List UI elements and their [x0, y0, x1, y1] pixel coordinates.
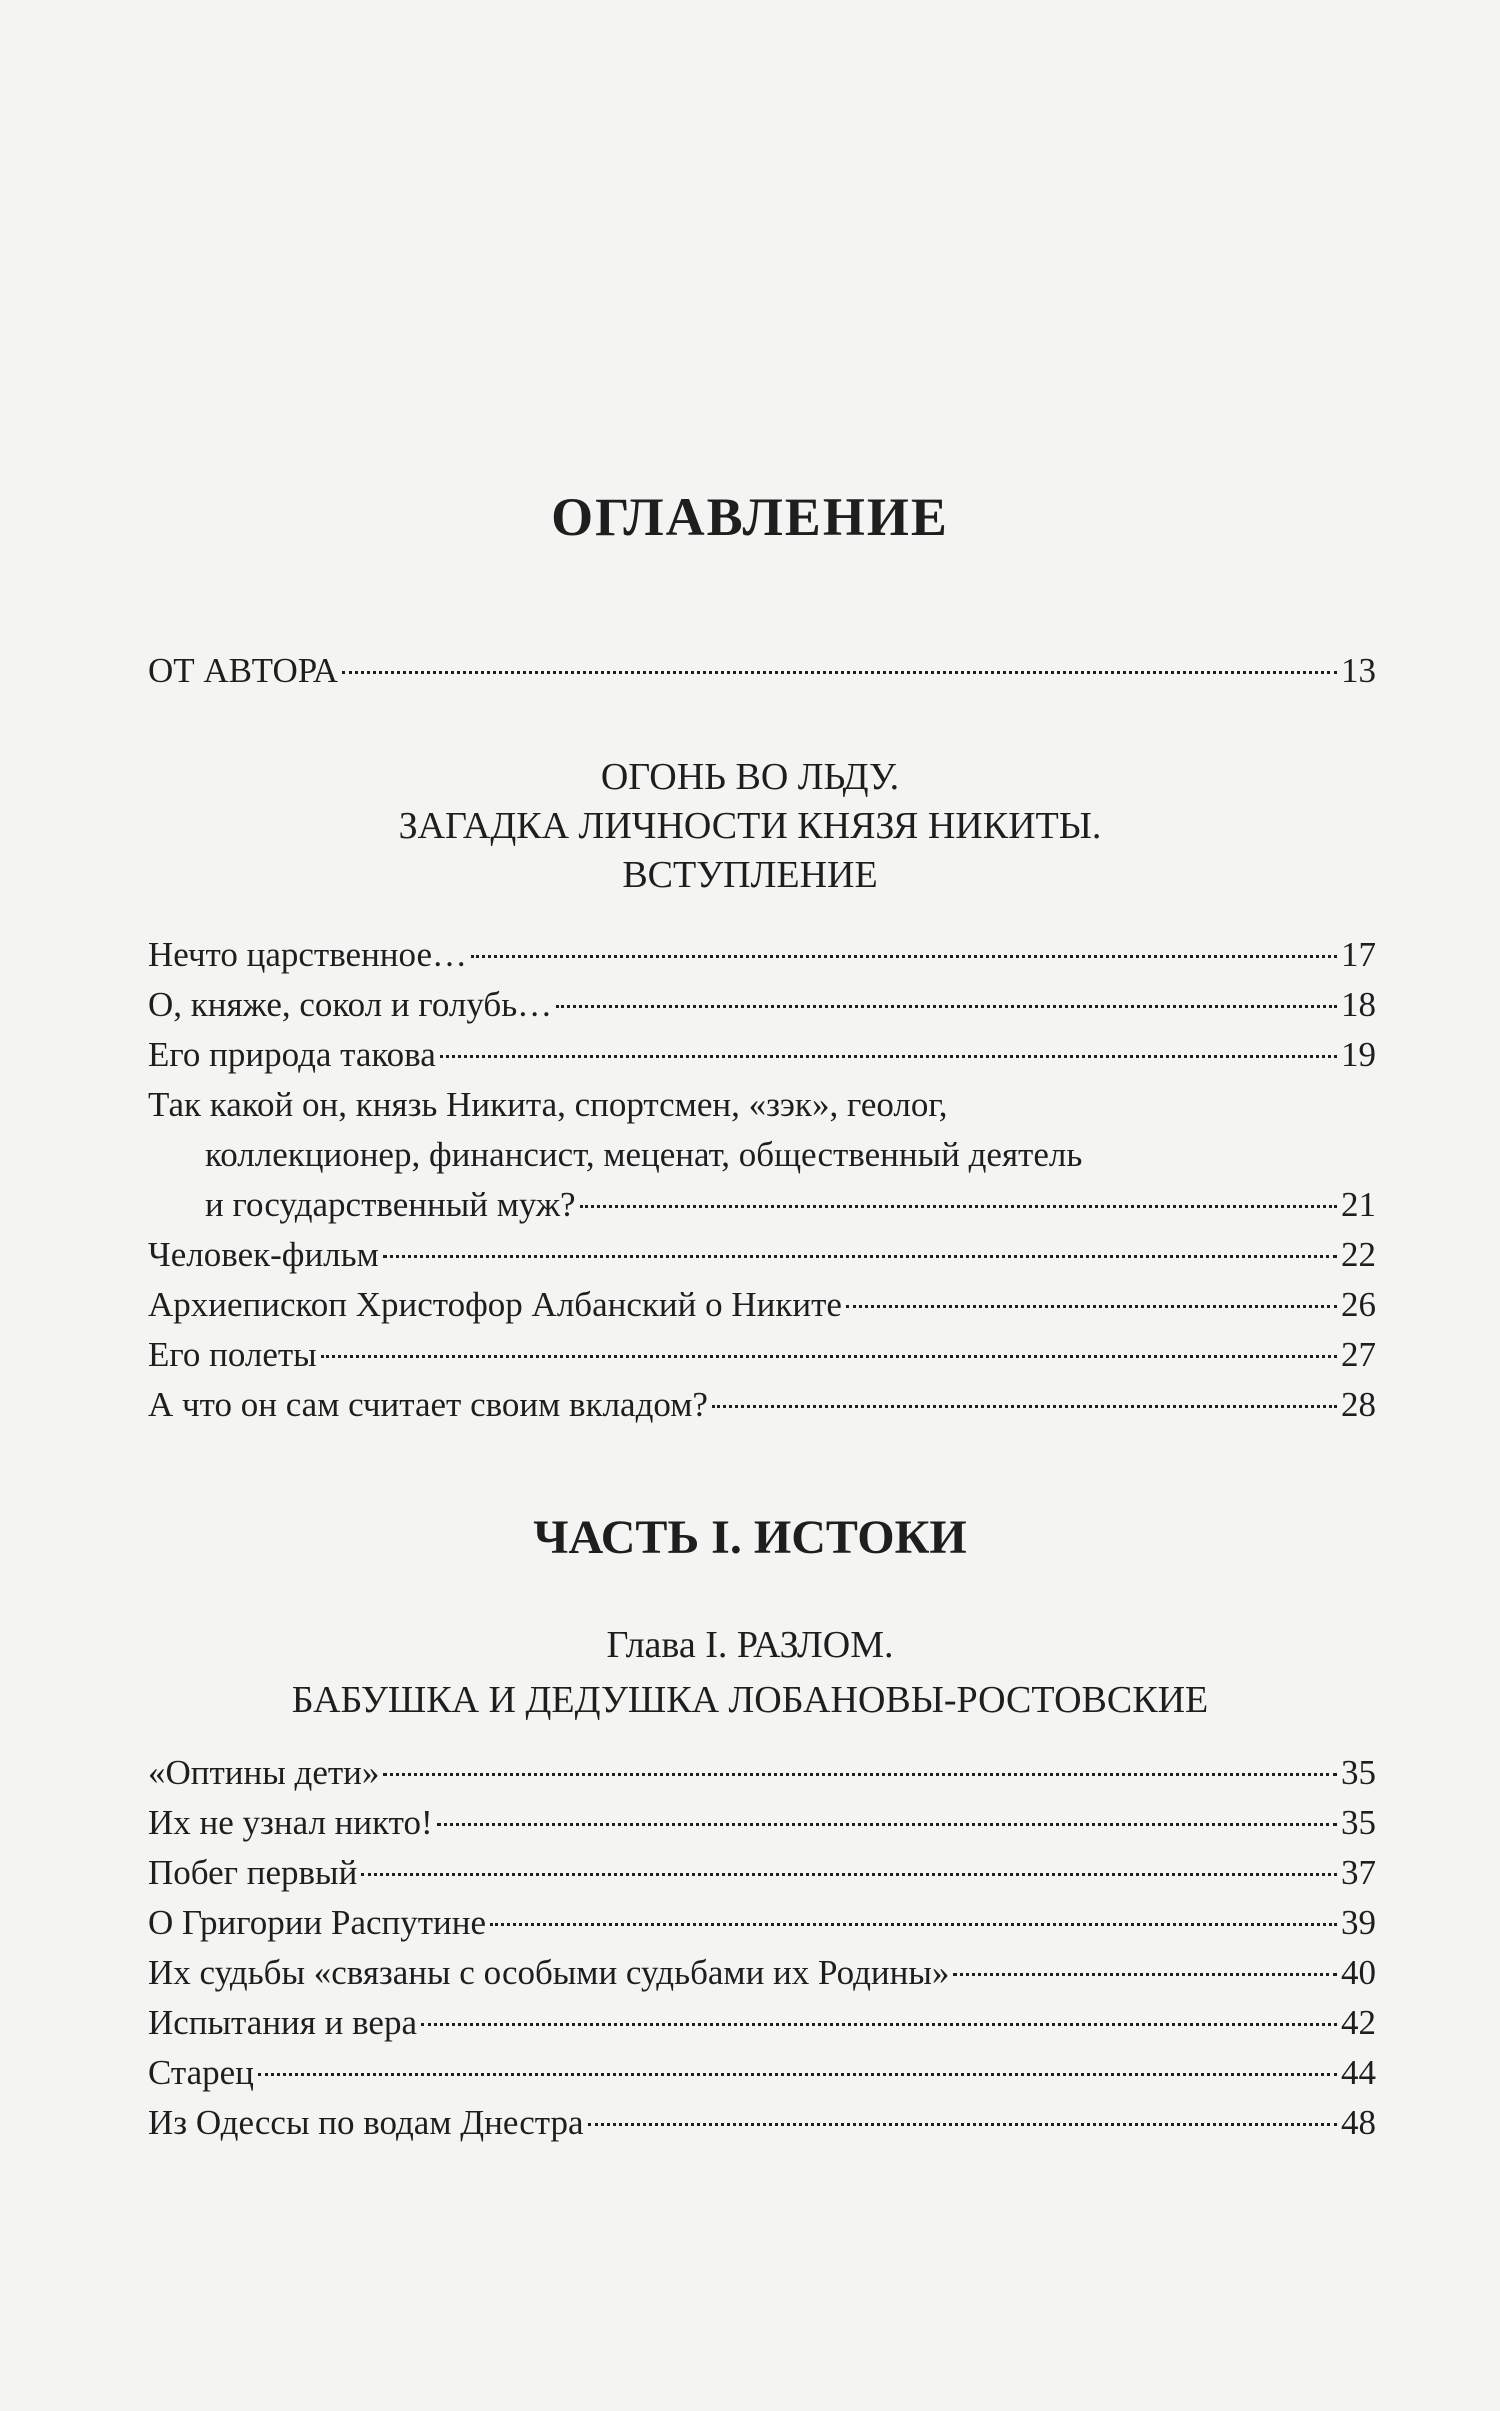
toc-entry-page: 42	[1341, 2003, 1376, 2042]
page-title: ОГЛАВЛЕНИЕ	[551, 487, 949, 547]
toc-entry-title-line3: и государственный муж?	[205, 1185, 576, 1224]
toc-entry-title: Его природа такова	[148, 1035, 436, 1074]
toc-entry[interactable]	[148, 1898, 1376, 1948]
toc-entry[interactable]	[148, 930, 1376, 980]
dot-leader	[258, 2073, 1337, 2076]
section-heading-line2: ЗАГАДКА ЛИЧНОСТИ КНЯЗЯ НИКИТЫ.	[398, 805, 1102, 847]
toc-entry-title: Архиепископ Христофор Албанский о Никите	[148, 1285, 842, 1324]
toc-entry-page: 26	[1341, 1285, 1376, 1324]
dot-leader	[383, 1255, 1337, 1258]
toc-entry-page: 17	[1341, 935, 1376, 974]
toc-entry[interactable]	[148, 2048, 1376, 2098]
toc-entry-title: Их судьбы «связаны с особыми судьбами их Родины»	[148, 1953, 950, 1992]
toc-entry[interactable]	[148, 1748, 1376, 1798]
toc-entry-page: 35	[1341, 1753, 1376, 1792]
section-heading-line3: ВСТУПЛЕНИЕ	[622, 854, 878, 896]
toc-entry-title: ОТ АВТОРА	[148, 651, 339, 690]
toc-entry-page: 19	[1341, 1035, 1376, 1074]
toc-entry-page: 39	[1341, 1903, 1376, 1942]
toc-entry-page: 27	[1341, 1335, 1376, 1374]
toc-entry-title: Нечто царственное…	[148, 935, 467, 974]
chapter-heading-line1: Глава I. РАЗЛОМ.	[606, 1624, 894, 1666]
section-heading-line1: ОГОНЬ ВО ЛЬДУ.	[600, 756, 900, 798]
toc-entry-page: 44	[1341, 2053, 1376, 2092]
toc-entry-title: Испытания и вера	[148, 2003, 417, 2042]
toc-entry-page: 37	[1341, 1853, 1376, 1892]
toc-entry[interactable]	[148, 1380, 1376, 1430]
dot-leader	[490, 1923, 1337, 1926]
chapter-heading-line2: БАБУШКА И ДЕДУШКА ЛОБАНОВЫ-РОСТОВСКИЕ	[291, 1679, 1209, 1721]
dot-leader	[342, 671, 1337, 674]
part-heading: ЧАСТЬ I. ИСТОКИ	[533, 1511, 967, 1564]
dot-leader	[440, 1055, 1337, 1058]
dot-leader	[437, 1823, 1337, 1826]
toc-entry-page: 28	[1341, 1385, 1376, 1424]
dot-leader	[953, 1973, 1337, 1976]
toc-entry[interactable]	[148, 980, 1376, 1030]
toc-entry[interactable]	[148, 1948, 1376, 1998]
toc-entry-multiline[interactable]	[148, 1080, 1376, 1230]
dot-leader	[712, 1405, 1337, 1408]
toc-entry-page: 21	[1341, 1185, 1376, 1224]
dot-leader	[361, 1873, 1337, 1876]
toc-entry[interactable]	[148, 2098, 1376, 2148]
toc-entry-title: А что он сам считает своим вкладом?	[148, 1385, 708, 1424]
toc-entry-page: 48	[1341, 2103, 1376, 2142]
toc-entry[interactable]	[148, 1848, 1376, 1898]
toc-entry[interactable]	[148, 1230, 1376, 1280]
toc-entry[interactable]	[148, 1998, 1376, 2048]
dot-leader	[556, 1005, 1337, 1008]
toc-entry[interactable]	[148, 1798, 1376, 1848]
toc-entry-title: Их не узнал никто!	[148, 1803, 433, 1842]
toc-entry-title: О Григории Распутине	[148, 1903, 487, 1942]
dot-leader	[421, 2023, 1337, 2026]
toc-entry-title-line1: Так какой он, князь Никита, спортсмен, «зэк», геолог,	[148, 1085, 948, 1124]
toc-entry-title: Побег первый	[148, 1853, 358, 1892]
toc-entry[interactable]	[148, 1330, 1376, 1380]
dot-leader	[846, 1305, 1337, 1308]
toc-entry-page: 35	[1341, 1803, 1376, 1842]
toc-entry-title: Человек-фильм	[148, 1235, 379, 1274]
dot-leader	[321, 1355, 1337, 1358]
dot-leader	[471, 955, 1337, 958]
toc-entry-page: 18	[1341, 985, 1376, 1024]
toc-entry-title-line2: коллекционер, финансист, меценат, общественный деятель	[205, 1135, 1083, 1174]
toc-entry-page: 22	[1341, 1235, 1376, 1274]
toc-entry-page: 13	[1341, 651, 1376, 690]
dot-leader	[588, 2123, 1337, 2126]
toc-entry[interactable]	[148, 1030, 1376, 1080]
toc-entry-title: Старец	[148, 2053, 254, 2092]
toc-entry-title: О, княже, сокол и голубь…	[148, 985, 553, 1024]
toc-entry-title: Его полеты	[148, 1335, 317, 1374]
dot-leader	[580, 1205, 1337, 1208]
toc-entry-author[interactable]	[148, 646, 1376, 696]
toc-entry-page: 40	[1341, 1953, 1376, 1992]
dot-leader	[383, 1773, 1337, 1776]
toc-entry[interactable]	[148, 1280, 1376, 1330]
toc-entry-title: «Оптины дети»	[148, 1753, 380, 1792]
toc-entry-title: Из Одессы по водам Днестра	[148, 2103, 584, 2142]
